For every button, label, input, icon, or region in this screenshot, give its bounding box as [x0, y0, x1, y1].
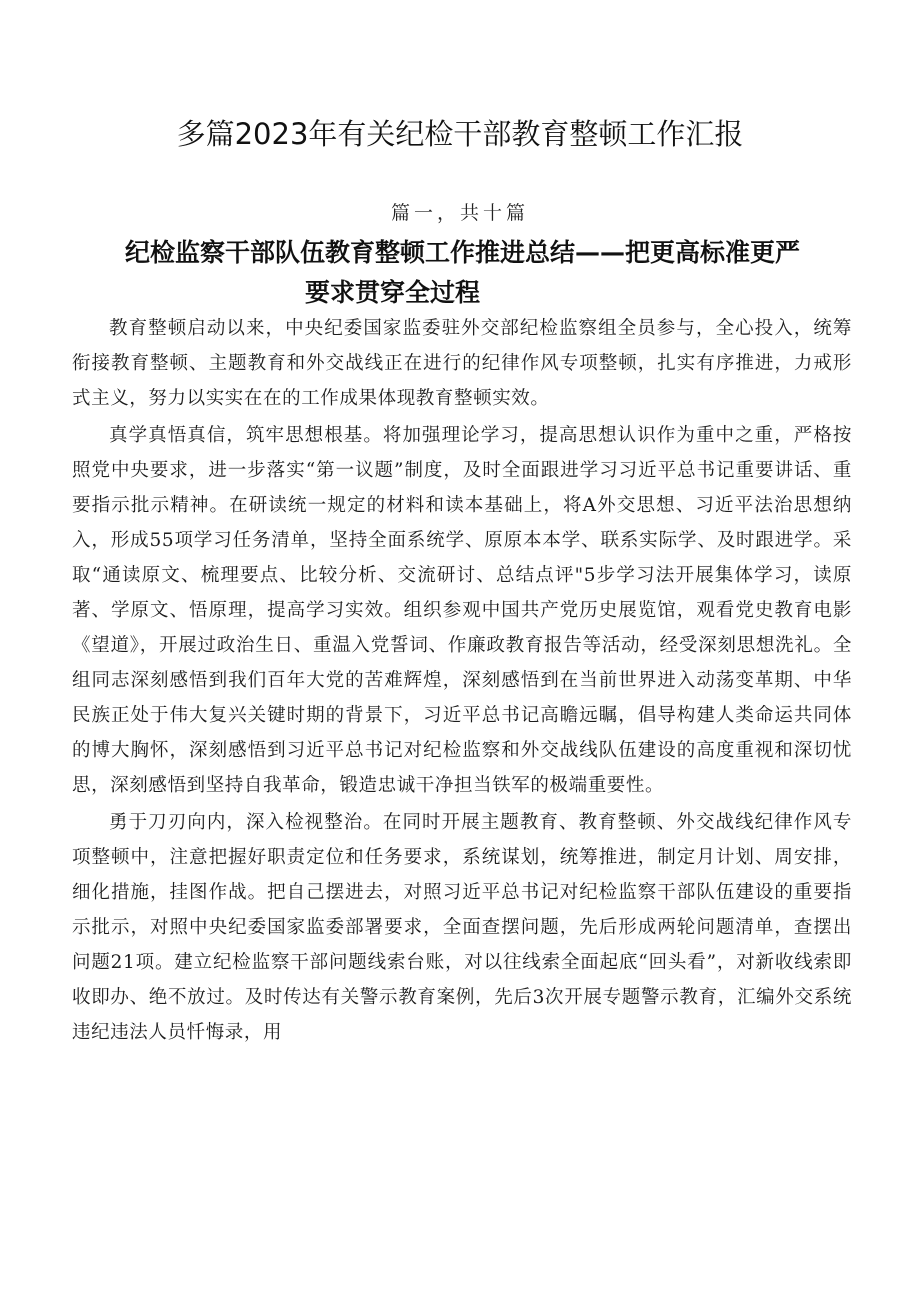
section-label: 篇一，共十篇: [390, 202, 529, 224]
paragraph-rectification: 勇于刀刃向内，深入检视整治。在同时开展主题教育、教育整顿、外交战线纪律作风专项整顿中，注意把握好职责定位和任务要求，系统谋划，统筹推进，制定月计划、周安排，细化措施，挂图作战。把自己摆进去，对照习近平总书记对纪检监察干部队伍建设的重要指示批示，对照中央纪委国家监委部署要求，全面查摆问题，先后形成两轮问题清单，查摆出问题21项。建立纪检监察干部问题线索台账，对以往线索全面起底“回头看”，对新收线索即收即办、绝不放过。及时传达有关警示教育案例，先后3次开展专题警示教育，汇编外交系统违纪违法人员忏悔录，用: [72, 812, 852, 1043]
document-body: [72, 311, 852, 1050]
section-heading-line-2: 要求贯穿全过程: [305, 278, 481, 307]
section-heading: [125, 233, 855, 313]
document-title: 多篇2023年有关纪检干部教育整顿工作汇报: [176, 117, 744, 151]
section-heading-line-1: 纪检监察干部队伍教育整顿工作推进总结——把更高标准更严: [125, 238, 801, 267]
paragraph-study: 真学真悟真信，筑牢思想根基。将加强理论学习，提高思想认识作为重中之重，严格按照党中央要求，进一步落实“第一议题”制度，及时全面跟进学习习近平总书记重要讲话、重要指示批示精神。在研读统一规定的材料和读本基础上，将A外交思想、习近平法治思想纳入，形成55项学习任务清单，坚持全面系统学、原原本本学、联系实际学、及时跟进学。采取“通读原文、梳理要点、比较分析、交流研讨、总结点评"5步学习法开展集体学习，读原著、学原文、悟原理，提高学习实效。组织参观中国共产党历史展览馆，观看党史教育电影《望道》，开展过政治生日、重温入党誓词、作廉政教育报告等活动，经受深刻思想洗礼。全组同志深刻感悟到我们百年大党的苦难辉煌，深刻感悟到在当前世界进入动荡变革期、中华民族正处于伟大复兴关键时期的背景下，习近平总书记高瞻远瞩，倡导构建人类命运共同体的博大胸怀，深刻感悟到习近平总书记对纪检监察和外交战线队伍建设的高度重视和深切忧思，深刻感悟到坚持自我革命，锻造忠诚干净担当铁军的极端重要性。: [72, 425, 852, 796]
paragraph-intro: 教育整顿启动以来，中央纪委国家监委驻外交部纪检监察组全员参与，全心投入，统筹衔接教育整顿、主题教育和外交战线正在进行的纪律作风专项整顿，扎实有序推进，力戒形式主义，努力以实实在在的工作成果体现教育整顿实效。: [72, 318, 852, 409]
